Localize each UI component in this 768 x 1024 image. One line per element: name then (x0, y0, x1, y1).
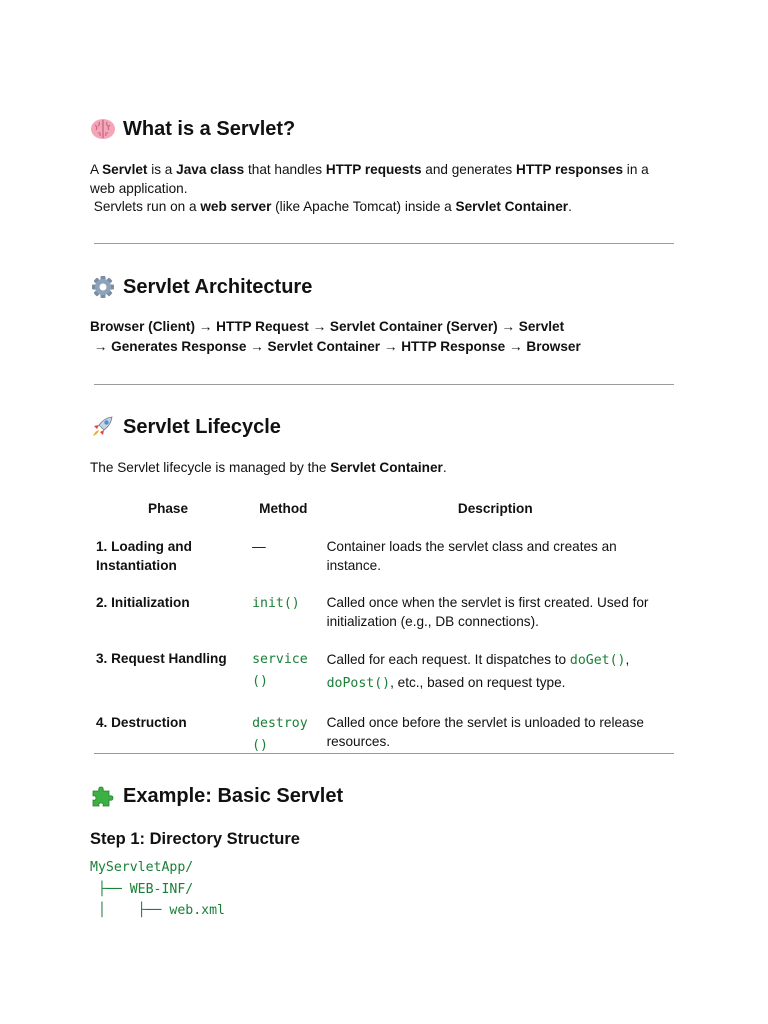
section-title-architecture (90, 275, 312, 299)
bold-run: Servlet Container (330, 460, 443, 475)
puzzle-icon (90, 784, 116, 808)
divider (94, 753, 674, 754)
text-run: Servlets run on a (90, 199, 201, 214)
text-run: (like Apache Tomcat) inside a (271, 199, 456, 214)
architecture-line: Browser (Client) → HTTP Request → Servlet Container (Server) → Servlet (90, 319, 565, 334)
rocket-icon (90, 415, 116, 439)
bold-run: Java class (176, 162, 245, 177)
tree-line: │ ├── web.xml (90, 903, 225, 918)
phase-cell: 2. Initialization (96, 595, 190, 610)
directory-tree (90, 857, 225, 922)
step-heading: Step 1: Directory Structure (90, 830, 300, 848)
bold-run: Servlet Container (455, 199, 569, 214)
lifecycle-table (90, 496, 670, 769)
phase-cell: 4. Destruction (96, 715, 187, 730)
lifecycle-intro-paragraph (90, 458, 670, 477)
bold-run: HTTP requests (325, 162, 422, 177)
section-title-lifecycle (90, 415, 281, 439)
text-run: is a (147, 162, 177, 177)
method-cell: — (252, 539, 266, 554)
text-run: , etc., based on request type. (390, 675, 566, 690)
architecture-line: → Generates Response → Servlet Container → HTTP Response → Browser (90, 339, 581, 354)
text-run: Called once before the servlet is unloaded to release resources. (326, 715, 644, 749)
bold-run: web server (200, 199, 272, 214)
section-title-text: What is a Servlet? (123, 118, 296, 140)
inline-code: doGet() (569, 653, 626, 668)
architecture-flow (90, 317, 670, 357)
table-row (90, 707, 670, 769)
method-code: destroy() (252, 716, 308, 753)
gear-icon (90, 275, 116, 299)
divider (94, 243, 674, 244)
section-title-example (90, 784, 343, 808)
tree-line: MyServletApp/ (90, 860, 194, 875)
description-cell (321, 643, 670, 707)
text-run: in a web application. (90, 162, 649, 196)
column-header-phase: Phase (148, 501, 189, 516)
text-run: and generates (421, 162, 516, 177)
table-row (90, 531, 670, 587)
servlet-definition-paragraph (90, 160, 670, 198)
method-code: init() (252, 596, 300, 611)
tree-line: ├── WEB-INF/ (90, 881, 194, 897)
text-run: A (90, 162, 103, 177)
bold-run: Servlet (102, 162, 148, 177)
brain-icon (90, 117, 116, 141)
description-cell (321, 587, 670, 643)
phase-cell: 1. Loading and Instantiation (96, 539, 192, 573)
section-title-text: Example: Basic Servlet (123, 785, 344, 807)
section-title-text: Servlet Lifecycle (123, 416, 281, 438)
phase-cell: 3. Request Handling (96, 651, 227, 666)
section-title-text: Servlet Architecture (123, 276, 313, 298)
text-run: Called for each request. It dispatches to (326, 652, 570, 667)
text-run: . (442, 460, 447, 475)
table-row (90, 587, 670, 643)
table-header-row (90, 496, 670, 531)
table-row (90, 643, 670, 707)
column-header-description: Description (457, 501, 533, 516)
section-title-what-is-servlet (90, 117, 295, 141)
text-run: Container loads the servlet class and creates an instance. (326, 539, 617, 573)
servlet-container-paragraph (90, 197, 670, 216)
text-run: Called once when the servlet is first created. Used for initialization (e.g., DB connections). (326, 595, 649, 629)
text-run: , (625, 652, 630, 667)
description-cell (321, 707, 670, 769)
divider (94, 384, 674, 385)
method-cell (246, 707, 321, 769)
text-run: . (568, 199, 572, 214)
method-cell (246, 587, 321, 643)
text-run: The Servlet lifecycle is managed by the (90, 460, 331, 475)
column-header-method: Method (259, 501, 308, 516)
method-cell (246, 643, 321, 707)
bold-run: HTTP responses (516, 162, 624, 177)
inline-code: doPost() (326, 676, 391, 691)
text-run: that handles (244, 162, 326, 177)
method-code: service() (252, 652, 308, 689)
description-cell (321, 531, 670, 587)
